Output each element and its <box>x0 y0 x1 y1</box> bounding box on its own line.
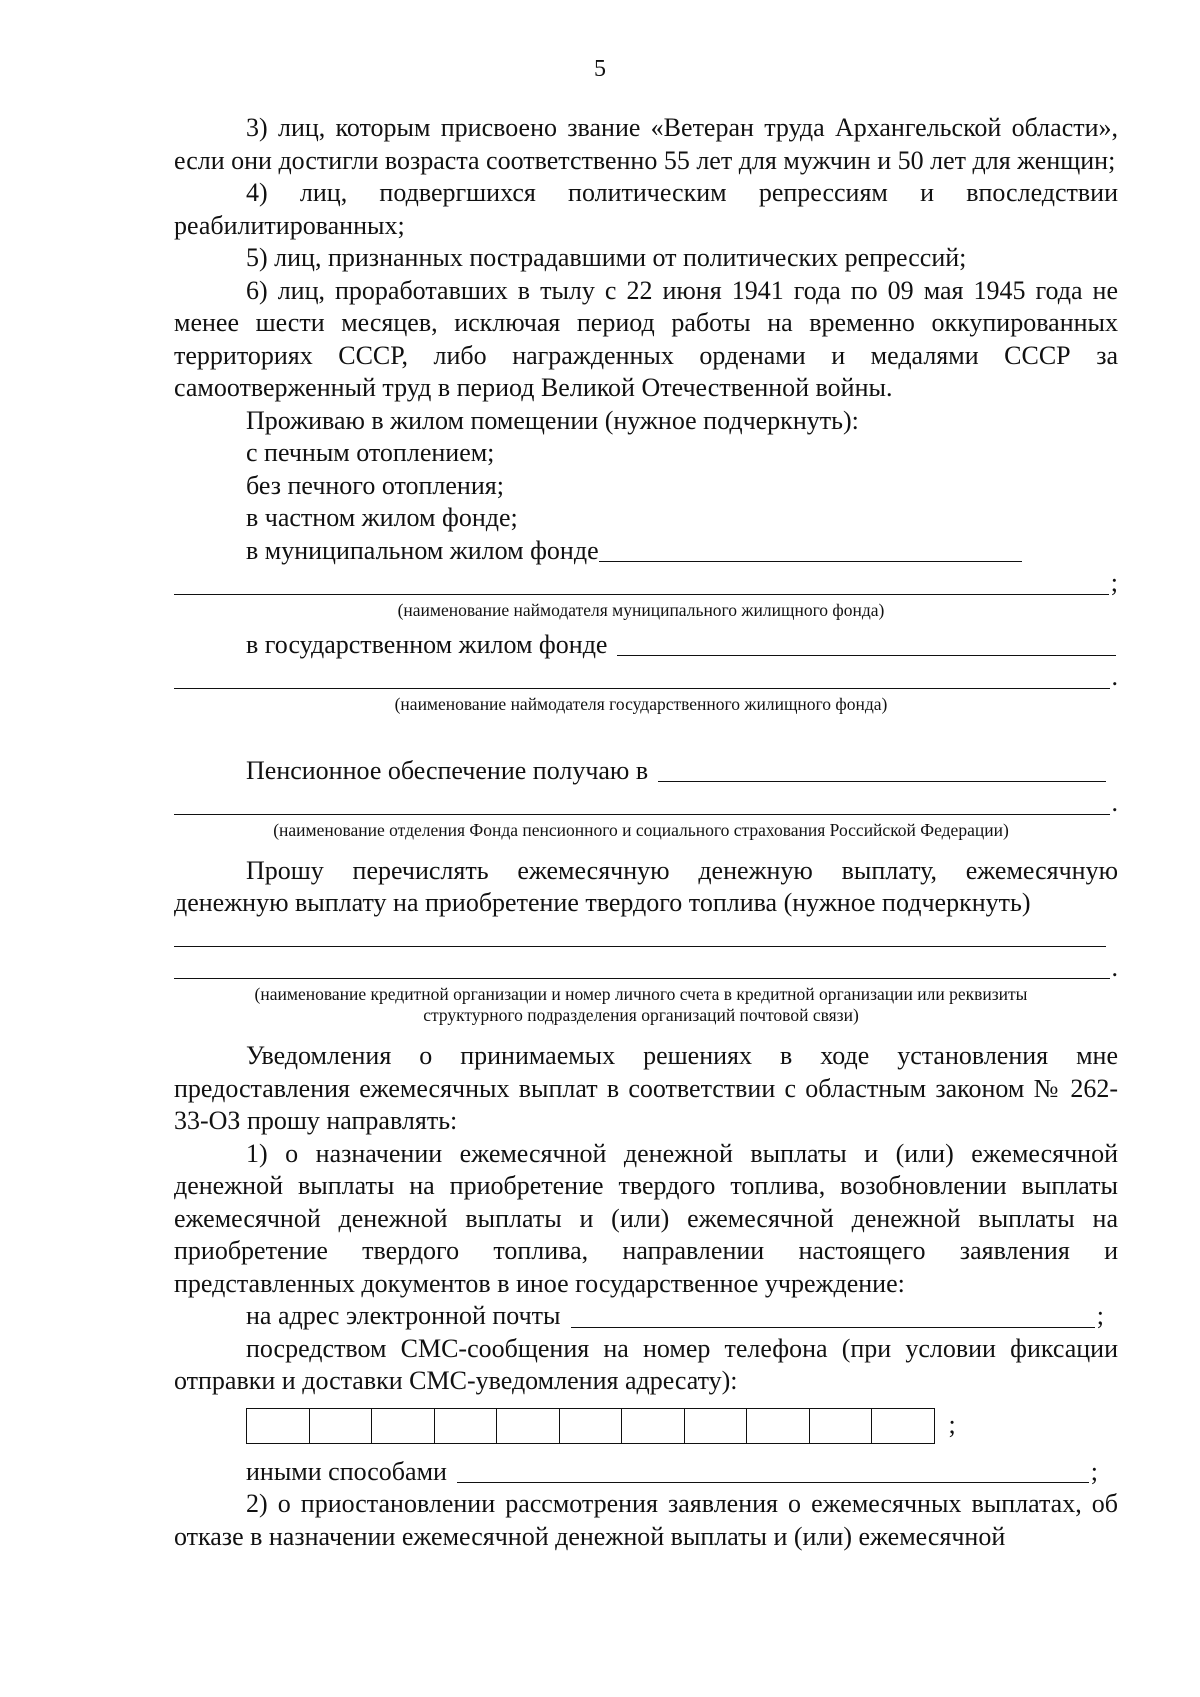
bank-line-1 <box>174 920 1108 952</box>
municipal-fund-end: ; <box>1110 568 1118 597</box>
bank-details-field-1[interactable] <box>174 920 1106 947</box>
state-fund-caption: (наименование наймодателя государственного жилищного фонда) <box>394 693 888 714</box>
state-fund-label[interactable]: в государственном жилом фонде <box>246 629 608 659</box>
notifications-intro: Уведомления о принимаемых решениях в ходе установления мне предоставления ежемесячных выплат в соответствии с областным законом № 262-33-ОЗ прошу направлять: <box>174 1041 1118 1135</box>
other-methods-label: иными способами <box>246 1456 447 1486</box>
phone-digit-box[interactable] <box>497 1408 560 1444</box>
pension-line <box>174 755 1118 788</box>
phone-digit-box[interactable] <box>810 1408 873 1444</box>
other-methods-field[interactable] <box>457 1456 1089 1483</box>
state-fund-line-2 <box>174 661 1118 694</box>
notification-item-2-number: 2) <box>246 1489 268 1518</box>
email-end: ; <box>1096 1301 1104 1330</box>
item-3-text: лиц, которым присвоено звание «Ветеран труда Архангельской области», если они достигли возраста соответственно 55 лет для мужчин и 50 лет для женщин; <box>174 113 1119 175</box>
email-line <box>174 1300 1118 1333</box>
pension-label: Пенсионное обеспечение получаю в <box>246 755 649 785</box>
item-6-text: лиц, проработавших в тылу с 22 июня 1941 года по 09 мая 1945 года не менее шести месяцев, исключая период работы на временно оккупированных территориях СССР, либо награжденных орденами и медалями СССР за самоотверженный труд в период Великой Отечественной войны. <box>174 275 1118 402</box>
other-methods-line <box>174 1456 1118 1489</box>
item-3-number: 3) <box>246 113 268 142</box>
state-landlord-field[interactable] <box>617 629 1116 656</box>
bank-details-end: . <box>1111 952 1118 982</box>
phone-digit-box[interactable] <box>747 1408 810 1444</box>
phone-number-boxes <box>246 1408 935 1444</box>
item-5 <box>174 242 1118 275</box>
payment-request: Прошу перечислять ежемесячную денежную выплату, ежемесячную денежную выплату на приобретение твердого топлива (нужное подчеркнуть) <box>174 855 1118 917</box>
pension-caption: (наименование отделения Фонда пенсионного и социального страхования Российской Федерации) <box>273 819 1009 840</box>
item-3 <box>174 112 1118 177</box>
bank-line-2 <box>174 952 1118 985</box>
municipal-fund-line <box>174 535 1118 568</box>
housing-option-stove[interactable]: с печным отоплением; <box>246 438 495 467</box>
housing-option-no-stove[interactable]: без печного отопления; <box>246 470 504 500</box>
page-number: 5 <box>594 56 606 82</box>
phone-number-row <box>174 1408 1118 1444</box>
municipal-landlord-field-2[interactable] <box>174 568 1109 595</box>
municipal-landlord-field[interactable] <box>599 535 1022 562</box>
notification-item-2 <box>174 1488 1118 1553</box>
email-field[interactable] <box>571 1301 1095 1328</box>
bank-details-caption-2: структурного подразделения организаций почтовой связи) <box>423 1005 859 1025</box>
notification-item-1-text: о назначении ежемесячной денежной выплаты и (или) ежемесячной денежной выплаты на приобретение твердого топлива, возобновлении выплаты ежемесячной денежной выплаты и (или) ежемесячной денежной выплаты на приобретение твердого топлива, направлении настоящего заявления и представленных документов в иное государственное учреждение: <box>174 1138 1118 1298</box>
item-6 <box>174 275 1118 405</box>
state-landlord-field-2[interactable] <box>174 662 1110 689</box>
phone-digit-box[interactable] <box>310 1408 373 1444</box>
item-4 <box>174 177 1118 242</box>
phone-digit-box[interactable] <box>685 1408 748 1444</box>
phone-digit-box[interactable] <box>247 1408 310 1444</box>
item-6-number: 6) <box>246 275 268 305</box>
notification-item-1-number: 1) <box>246 1138 268 1168</box>
pension-line-2 <box>174 787 1118 820</box>
document-body <box>174 112 1118 1553</box>
item-4-text: лиц, подвергшихся политическим репрессиям и впоследствии реабилитированных; <box>174 178 1119 240</box>
email-label: на адрес электронной почты <box>246 1301 561 1330</box>
notification-item-2-text: о приостановлении рассмотрения заявления о ежемесячных выплатах, об отказе в назначении ежемесячной денежной выплаты и (или) ежемесячной <box>174 1489 1118 1551</box>
housing-option-private[interactable]: в частном жилом фонде; <box>246 503 518 532</box>
phone-end: ; <box>948 1410 956 1440</box>
phone-digit-box[interactable] <box>435 1408 498 1444</box>
phone-digit-box[interactable] <box>622 1408 685 1444</box>
municipal-fund-label[interactable]: в муниципальном жилом фонде <box>246 535 599 565</box>
pension-office-field-2[interactable] <box>174 788 1110 815</box>
sms-option: посредством СМС-сообщения на номер телефона (при условии фиксации отправки и доставки СМС-уведомления адресату): <box>174 1333 1118 1395</box>
phone-digit-box[interactable] <box>560 1408 623 1444</box>
phone-digit-box[interactable] <box>372 1408 435 1444</box>
pension-office-field[interactable] <box>658 755 1106 782</box>
municipal-fund-caption: (наименование наймодателя муниципального жилищного фонда) <box>397 599 885 620</box>
bank-details-field-2[interactable] <box>174 952 1110 979</box>
phone-digit-box[interactable] <box>872 1408 935 1444</box>
housing-intro: Проживаю в жилом помещении (нужное подчеркнуть): <box>246 405 859 435</box>
item-4-number: 4) <box>246 178 268 207</box>
bank-details-caption-1: (наименование кредитной организации и номер личного счета в кредитной организации или реквизиты <box>254 984 1028 1004</box>
state-fund-end: . <box>1111 662 1118 691</box>
item-5-number: 5) <box>246 243 268 272</box>
item-5-text: лиц, признанных пострадавшими от политических репрессий; <box>274 243 967 272</box>
other-methods-end: ; <box>1090 1456 1098 1486</box>
municipal-fund-line-2 <box>174 567 1118 600</box>
notification-item-1 <box>174 1138 1118 1301</box>
state-fund-line <box>174 629 1118 662</box>
pension-end: . <box>1111 788 1118 817</box>
